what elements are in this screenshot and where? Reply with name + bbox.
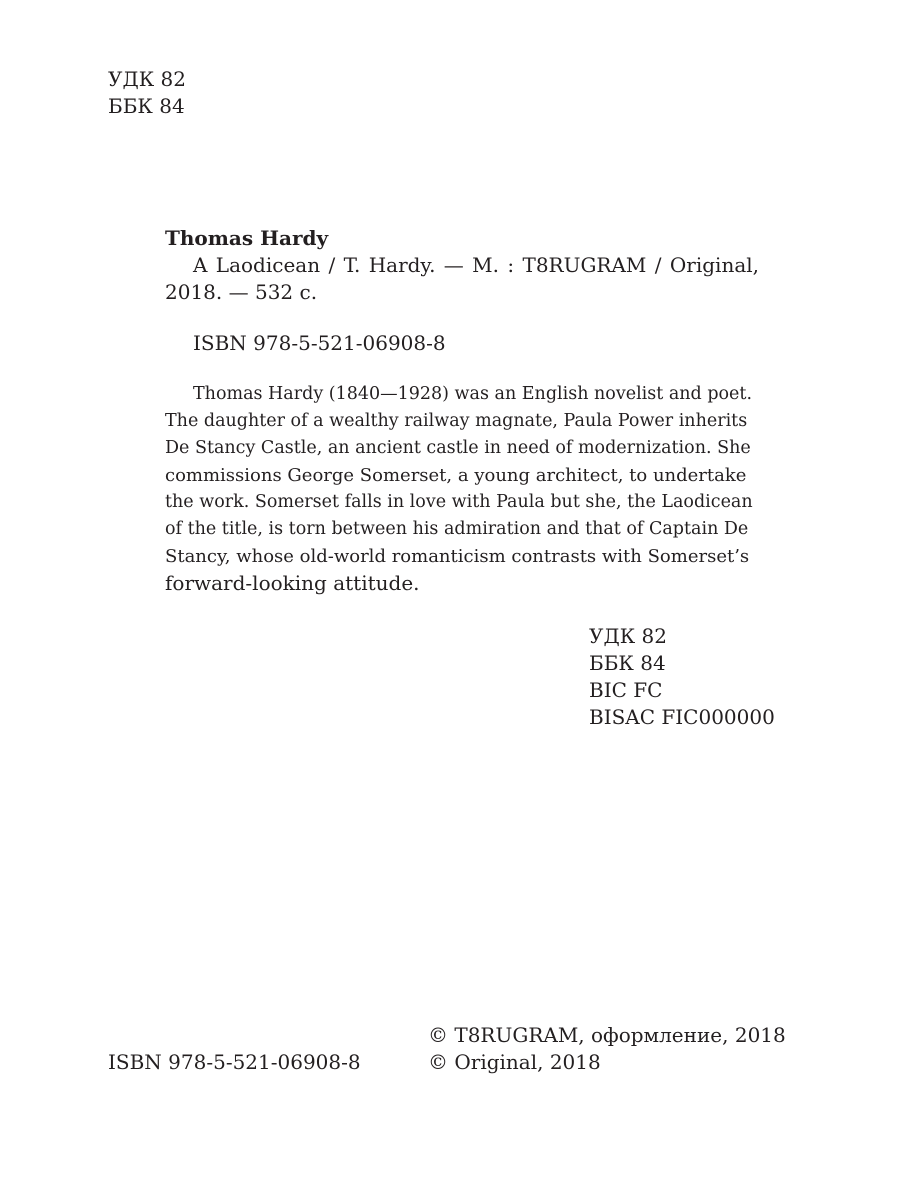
annotation-line: The daughter of a wealthy railway magnate, Paula Power inherits — [165, 411, 748, 431]
annotation-line: the work. Somerset falls in love with Paula but she, the Laodicean — [165, 492, 753, 512]
annotation-line: Thomas Hardy (1840—1928) was an English novelist and poet. — [193, 384, 753, 404]
catalog-record — [165, 225, 759, 597]
copyright-original: © Original, 2018 — [428, 1050, 601, 1074]
top-bbk-code: ББК 84 — [108, 94, 185, 118]
bic-code: BIC FC — [589, 678, 663, 702]
copyright-notices — [428, 1022, 786, 1076]
top-classification-codes — [108, 66, 186, 120]
annotation — [165, 381, 759, 597]
copyright-design: © T8RUGRAM, оформление, 2018 — [428, 1023, 786, 1047]
annotation-line: forward-looking attitude. — [165, 571, 420, 595]
top-udk-code: УДК 82 — [108, 67, 186, 91]
catalog-isbn: ISBN 978-5-521-06908-8 — [193, 331, 446, 355]
bbk-code: ББК 84 — [589, 651, 666, 675]
classification-codes — [589, 623, 775, 731]
bisac-code: BISAC FIC000000 — [589, 705, 775, 729]
annotation-line: commissions George Somerset, a young architect, to undertake — [165, 465, 747, 486]
author-name: Thomas Hardy — [165, 226, 329, 250]
udk-code: УДК 82 — [589, 624, 667, 648]
annotation-line: De Stancy Castle, an ancient castle in need of modernization. She — [165, 438, 751, 458]
bibliographic-description: A Laodicean / T. Hardy. — M. : T8RUGRAM / Original, 2018. — 532 с. — [165, 253, 759, 304]
annotation-line: of the title, is torn between his admiration and that of Captain De — [165, 519, 749, 539]
bottom-isbn: ISBN 978-5-521-06908-8 — [108, 1050, 361, 1074]
annotation-line: Stancy, whose old-world romanticism contrasts with Somerset’s — [165, 546, 750, 567]
